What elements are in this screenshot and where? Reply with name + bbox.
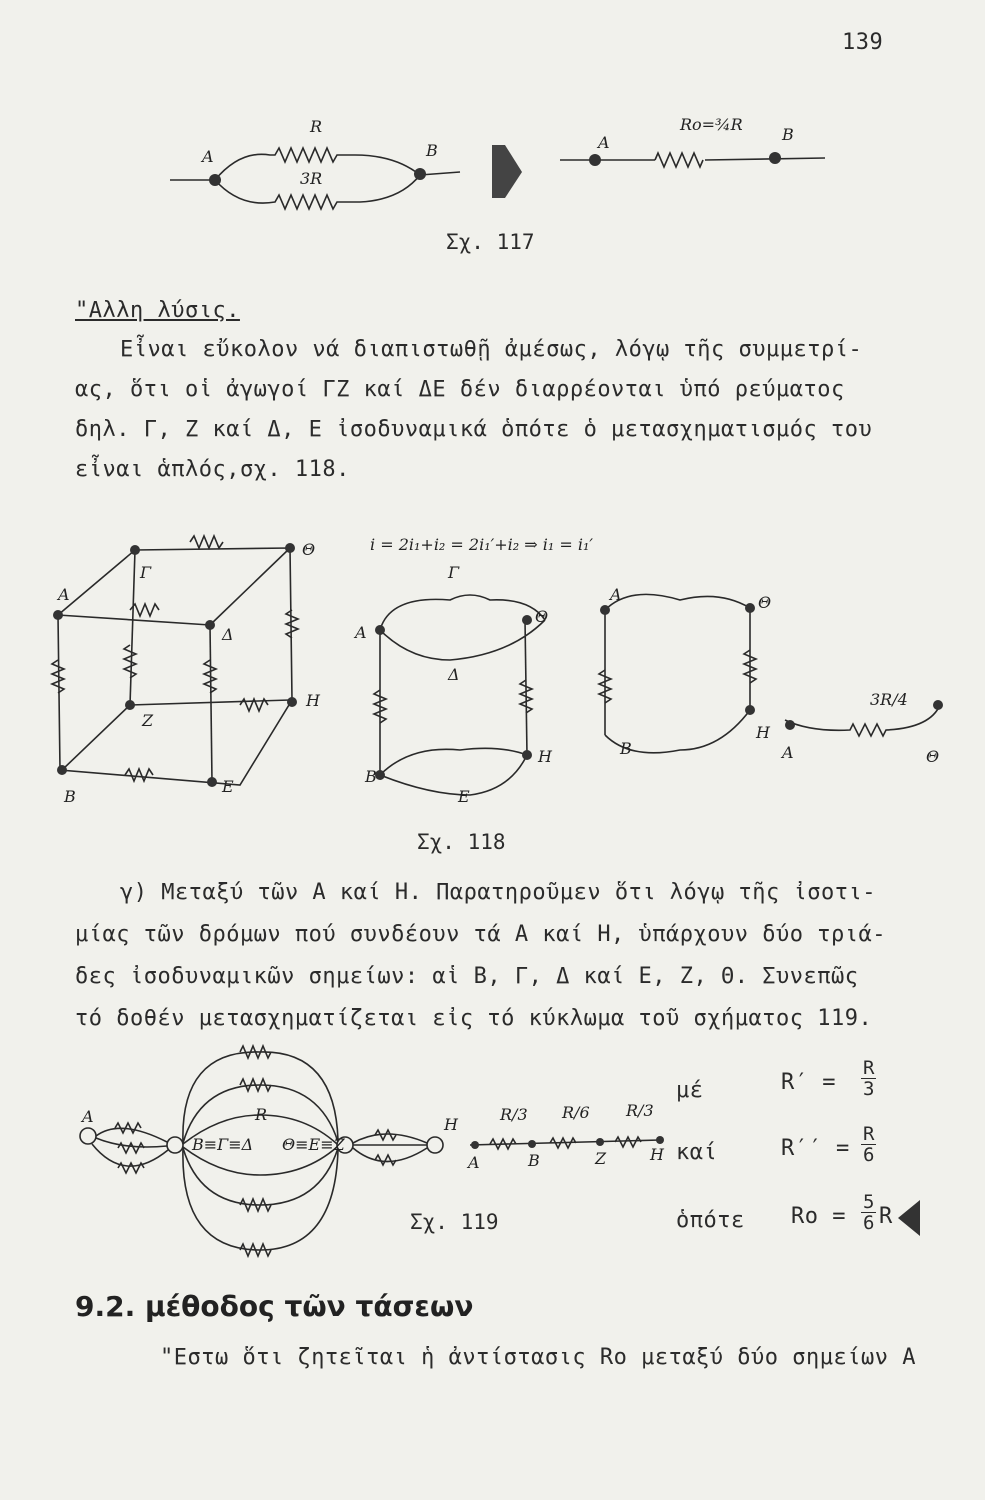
para2-line-3: δες ἰσοδυναμικῶν σημείων: αἱ B, Γ, Δ καί E, Z, Θ. Συνεπῶς	[75, 964, 859, 989]
formula-2-den: 6	[863, 1144, 875, 1166]
fig117-right-label-A: A	[598, 133, 610, 152]
result-marker-icon	[898, 1200, 920, 1236]
fig118-cube-Z: Z	[142, 711, 154, 730]
fig118-cube-D: Δ	[222, 625, 234, 644]
formula-3-lhs: Ro =	[791, 1204, 846, 1229]
figure-118-drawing	[30, 520, 960, 820]
formula-1-fraction	[861, 1058, 876, 1099]
figure-119	[70, 1040, 670, 1280]
figure-118	[30, 520, 960, 820]
formula-3-lead: ὁπότε	[676, 1208, 745, 1233]
paragraph-2	[75, 872, 935, 1040]
fig117-label-A: A	[202, 147, 214, 166]
formula-3-fraction	[861, 1192, 876, 1233]
paragraph-1	[75, 330, 905, 490]
fig117-label-B: B	[426, 141, 438, 160]
para2-line-1: γ) Μεταξύ τῶν A καί H. Παρατηροῦμεν ὅτι λόγῳ τῆς ἰσοτι-	[120, 880, 876, 905]
fig119-label-H: H	[444, 1115, 458, 1134]
fig118-rect-H: H	[756, 723, 770, 742]
fig117-label-3R: 3R	[300, 169, 323, 188]
para2-line-2: μίας τῶν δρόμων πού συνδέουν τά A καί H, ὑπάρχουν δύο τριά-	[75, 922, 886, 947]
figure-117-caption: Σχ. 117	[446, 230, 535, 254]
fig118-final-TH: Θ	[926, 747, 940, 766]
para1-line-1: Εἶναι εὔκολον νά διαπιστωθῇ ἀμέσως, λόγῳ τῆς συμμετρί-	[120, 337, 863, 362]
para1-line-2: ας, ὅτι οἱ ἀγωγοί ΓΖ καί ΔΕ δέν διαρρέονται ὑπό ρεύματος	[75, 377, 845, 402]
fig117-right-label-Ro: Ro=¾R	[680, 115, 743, 134]
figure-119-caption: Σχ. 119	[410, 1210, 499, 1234]
fig117-right-label-B: B	[782, 125, 794, 144]
fig118-final-network	[780, 690, 943, 766]
figure-117-drawing	[160, 100, 860, 220]
fig118-rect-A: A	[610, 585, 622, 604]
fig119-chain-Z: Z	[595, 1149, 607, 1168]
fig118-cube-network	[52, 536, 321, 806]
fig118-mid-B: B	[365, 767, 377, 786]
formula-2-lead: καί	[676, 1140, 718, 1165]
fig118-middle-network	[353, 563, 553, 806]
figure-117	[160, 100, 860, 220]
formula-row-2	[676, 1118, 966, 1182]
para1-line-3: δηλ. Γ, Ζ καί Δ, Ε ἰσοδυναμικά ὁπότε ὁ μετασχηματισμός του	[75, 417, 873, 442]
fig118-cube-G: Γ	[140, 563, 152, 582]
fig118-cube-B: B	[64, 787, 76, 806]
formula-row-1	[676, 1058, 966, 1118]
fig118-rect-TH: Θ	[758, 593, 772, 612]
formula-2-fraction	[861, 1124, 876, 1165]
formula-2-num: R	[863, 1123, 875, 1145]
formula-1-lead: μέ	[676, 1078, 704, 1103]
last-line: "Εστω ὅτι ζητεῖται ἡ ἀντίστασις Ro μεταξύ δύο σημείων A	[160, 1345, 916, 1370]
alt-solution-heading: "Αλλη λύσις.	[75, 298, 240, 323]
formula-3-num: 5	[863, 1191, 875, 1213]
formula-1-lhs: R′ =	[781, 1070, 836, 1095]
formula-row-3	[676, 1182, 966, 1246]
fig119-chain-A: A	[468, 1153, 480, 1172]
fig118-equation: i = 2i₁+i₂ = 2i₁′+i₂ ⇒ i₁ = i₁′	[370, 535, 594, 554]
fig118-mid-H: H	[538, 747, 552, 766]
fig119-label-R: R	[255, 1105, 268, 1124]
section-title: 9.2. μέθοδος τῶν τάσεων	[75, 1290, 474, 1323]
fig119-node1: B≡Γ≡Δ	[192, 1135, 254, 1154]
fig119-label-A: A	[82, 1107, 94, 1126]
fig119-chain-H: H	[650, 1145, 664, 1164]
fig117-label-R: R	[310, 117, 323, 136]
fig119-chain-B: B	[528, 1151, 540, 1170]
formula-block	[676, 1058, 966, 1246]
para2-line-4: τό δοθέν μετασχηματίζεται εἰς τό κύκλωμα τοῦ σχήματος 119.	[75, 1006, 873, 1031]
fig118-cube-E: E	[222, 777, 234, 796]
fig118-mid-G: Γ	[448, 563, 460, 582]
formula-2-lhs: R′′ =	[781, 1136, 850, 1161]
figure-119-drawing	[70, 1040, 670, 1280]
fig119-chain-R3b: R/3	[626, 1101, 654, 1120]
fig118-mid-TH: Θ	[535, 607, 549, 626]
fig119-chain-R6: R/6	[562, 1103, 590, 1122]
fig118-mid-A: A	[355, 623, 367, 642]
fig118-cube-A: A	[58, 585, 70, 604]
figure-118-caption: Σχ. 118	[417, 830, 506, 854]
fig118-mid-E: E	[458, 787, 470, 806]
fig118-cube-TH: Θ	[302, 540, 316, 559]
fig119-node2: Θ≡E≡Z	[282, 1135, 345, 1154]
fig118-cube-H: H	[306, 691, 320, 710]
fig118-mid-D: Δ	[448, 665, 460, 684]
fig118-final-3R4: 3R/4	[870, 690, 908, 709]
fig118-rect-network	[599, 585, 771, 758]
formula-3-den: 6	[863, 1212, 875, 1234]
formula-1-num: R	[863, 1057, 875, 1079]
formula-3-tail: R	[879, 1204, 893, 1229]
formula-1-den: 3	[863, 1078, 875, 1100]
fig119-chain-R3a: R/3	[500, 1105, 528, 1124]
fig118-rect-B: B	[620, 739, 632, 758]
para1-line-4: εἶναι ἁπλός,σχ. 118.	[75, 457, 350, 482]
page-number: 139	[842, 30, 884, 55]
fig118-final-A: A	[782, 743, 794, 762]
